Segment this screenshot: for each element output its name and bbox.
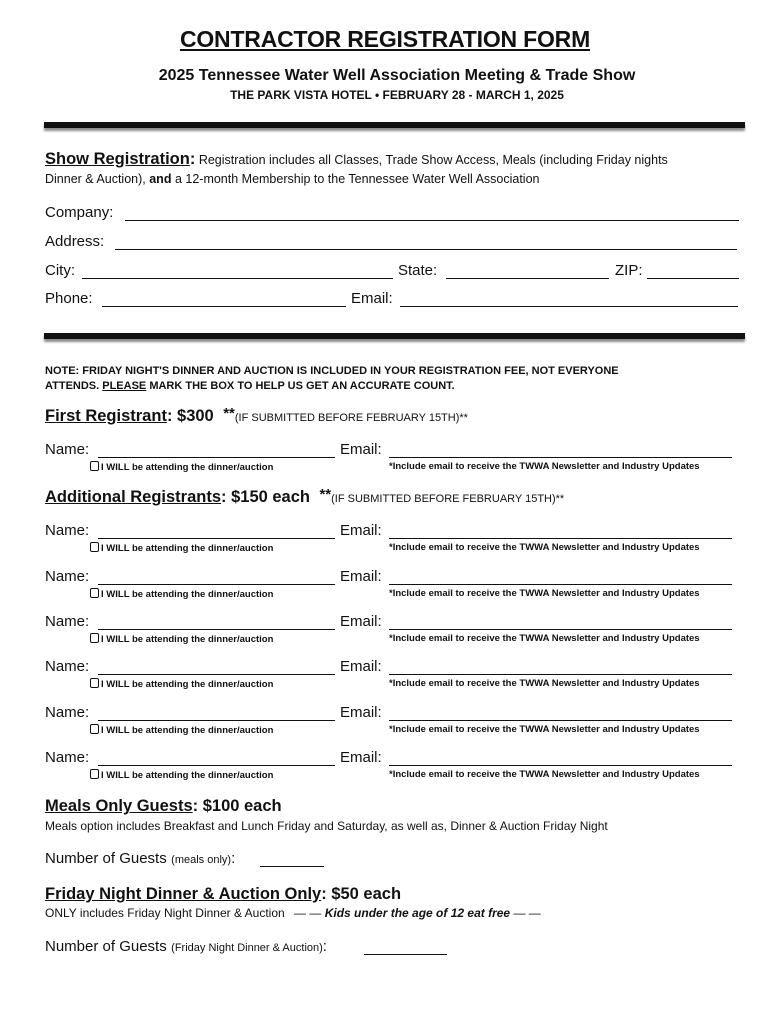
- registrant-email-label: Email:: [340, 658, 382, 675]
- first-registrant-heading: First Registrant: [45, 407, 167, 425]
- friday-only-desc: ONLY includes Friday Night Dinner & Auction: [45, 906, 285, 920]
- contact-email-field[interactable]: [400, 306, 738, 307]
- contact-email-label: Email:: [351, 290, 393, 307]
- show-registration-desc-3: a 12-month Membership to the Tennessee Water Well Association: [174, 172, 540, 186]
- registrant-email-field[interactable]: [389, 765, 732, 766]
- dinner-checkbox[interactable]: [90, 678, 99, 688]
- company-label: Company:: [45, 204, 114, 221]
- registrant-name-label: Name:: [45, 704, 90, 721]
- state-label: State:: [398, 262, 438, 279]
- state-field[interactable]: [446, 278, 609, 279]
- email-newsletter-note: *Include email to receive the TWWA Newsletter and Industry Updates: [389, 678, 700, 689]
- registrant-name-field[interactable]: [98, 629, 335, 630]
- dinner-checkbox-row[interactable]: [90, 633, 273, 645]
- additional-registrants-deadline: (IF SUBMITTED BEFORE FEBRUARY 15TH)**: [331, 493, 565, 505]
- dinner-checkbox-label: I WILL be attending the dinner/auction: [101, 589, 274, 600]
- additional-registrants-price: : $150 each: [221, 488, 310, 506]
- event-subtitle: 2025 Tennessee Water Well Association Meeting & Trade Show: [158, 67, 636, 84]
- first-registrant-deadline: (IF SUBMITTED BEFORE FEBRUARY 15TH)**: [234, 412, 468, 424]
- dinner-checkbox[interactable]: [90, 461, 99, 471]
- meals-only-desc: Meals option includes Breakfast and Lunch Friday and Saturday, as well as, Dinner & Auction Friday Night: [45, 819, 608, 833]
- dinner-checkbox-row[interactable]: [90, 461, 273, 473]
- friday-guests-row: [45, 938, 327, 956]
- registrant-name-field[interactable]: [98, 720, 335, 721]
- dinner-checkbox-row[interactable]: [90, 678, 273, 690]
- show-registration-colon: :: [189, 150, 196, 168]
- friday-only-desc-row: [45, 904, 541, 923]
- show-registration-desc-2: Dinner & Auction),: [45, 172, 146, 186]
- dinner-note-line-2a: ATTENDS.: [45, 380, 100, 392]
- additional-registrants-stars: **: [319, 486, 332, 503]
- friday-guests-field[interactable]: [364, 954, 447, 955]
- registrant-email-label: Email:: [340, 749, 382, 766]
- first-registrant-stars: **: [223, 405, 235, 422]
- address-field[interactable]: [115, 249, 737, 250]
- additional-registrants-heading-row: [45, 486, 564, 507]
- dinner-note-line-1: NOTE: FRIDAY NIGHT'S DINNER AND AUCTION IS INCLUDED IN YOUR REGISTRATION FEE, NOT EVERYONE: [45, 365, 619, 377]
- registrant-name-label: Name:: [45, 441, 90, 458]
- phone-field[interactable]: [102, 306, 346, 307]
- meals-guests-row: [45, 850, 235, 868]
- registrant-email-label: Email:: [340, 613, 382, 630]
- show-registration-desc-1: Registration includes all Classes, Trade Show Access, Meals (including Friday nights: [198, 153, 668, 167]
- dinner-checkbox-label: I WILL be attending the dinner/auction: [101, 462, 274, 473]
- email-newsletter-note: *Include email to receive the TWWA Newsletter and Industry Updates: [389, 724, 700, 735]
- registrant-email-field[interactable]: [389, 584, 732, 585]
- friday-only-dash-2: — —: [513, 906, 541, 920]
- friday-guests-label: Number of Guests: [45, 938, 167, 955]
- additional-registrants-heading: Additional Registrants: [45, 488, 222, 506]
- first-registrant-price: : $300: [166, 407, 214, 425]
- dinner-checkbox-label: I WILL be attending the dinner/auction: [101, 679, 274, 690]
- dinner-checkbox[interactable]: [90, 542, 99, 552]
- show-registration-and: and: [149, 172, 172, 186]
- dinner-checkbox-row[interactable]: [90, 588, 273, 600]
- phone-label: Phone:: [45, 290, 93, 307]
- divider-bar-top: [44, 122, 745, 128]
- registrant-name-field[interactable]: [98, 674, 335, 675]
- registrant-email-field[interactable]: [389, 457, 732, 458]
- venue-dates: THE PARK VISTA HOTEL • FEBRUARY 28 - MARCH 1, 2025: [230, 88, 564, 102]
- divider-bar-middle: [44, 333, 745, 339]
- dinner-checkbox[interactable]: [90, 588, 99, 598]
- email-newsletter-note: *Include email to receive the TWWA Newsletter and Industry Updates: [389, 588, 700, 599]
- friday-only-heading-row: [45, 885, 401, 904]
- email-newsletter-note: *Include email to receive the TWWA Newsletter and Industry Updates: [389, 461, 700, 472]
- registrant-name-field[interactable]: [98, 584, 335, 585]
- dinner-checkbox-row[interactable]: [90, 542, 273, 554]
- meals-only-price: : $100 each: [192, 797, 282, 815]
- show-registration-heading: Show Registration: [45, 150, 190, 168]
- dinner-checkbox-row[interactable]: [90, 769, 273, 781]
- email-newsletter-note: *Include email to receive the TWWA Newsletter and Industry Updates: [389, 769, 700, 780]
- dinner-checkbox-label: I WILL be attending the dinner/auction: [101, 543, 274, 554]
- dinner-checkbox-row[interactable]: [90, 724, 273, 736]
- friday-guests-qualifier: (Friday Night Dinner & Auction): [171, 942, 323, 954]
- dinner-checkbox[interactable]: [90, 633, 99, 643]
- registrant-name-field[interactable]: [98, 538, 335, 539]
- city-label: City:: [45, 262, 75, 279]
- meals-guests-field[interactable]: [260, 866, 324, 867]
- registrant-name-label: Name:: [45, 749, 90, 766]
- friday-guests-colon: :: [322, 938, 327, 955]
- dinner-checkbox-label: I WILL be attending the dinner/auction: [101, 725, 274, 736]
- friday-only-price: : $50 each: [321, 885, 402, 903]
- registrant-email-field[interactable]: [389, 720, 732, 721]
- meals-guests-colon: :: [231, 850, 236, 867]
- registrant-email-field[interactable]: [389, 674, 732, 675]
- dinner-checkbox-label: I WILL be attending the dinner/auction: [101, 770, 274, 781]
- meals-only-heading: Meals Only Guests: [45, 797, 193, 815]
- dinner-checkbox[interactable]: [90, 724, 99, 734]
- email-newsletter-note: *Include email to receive the TWWA Newsletter and Industry Updates: [389, 633, 700, 644]
- registrant-email-label: Email:: [340, 568, 382, 585]
- dinner-note-please: PLEASE: [102, 380, 147, 392]
- registrant-name-label: Name:: [45, 568, 90, 585]
- address-label: Address:: [45, 233, 105, 250]
- registrant-name-label: Name:: [45, 522, 90, 539]
- registrant-name-field[interactable]: [98, 457, 335, 458]
- registrant-email-label: Email:: [340, 441, 382, 458]
- dinner-note-line-2b: MARK THE BOX TO HELP US GET AN ACCURATE COUNT.: [149, 380, 455, 392]
- form-title: CONTRACTOR REGISTRATION FORM: [179, 26, 591, 52]
- company-field[interactable]: [125, 220, 739, 221]
- zip-label: ZIP:: [615, 262, 643, 279]
- email-newsletter-note: *Include email to receive the TWWA Newsletter and Industry Updates: [389, 542, 700, 553]
- registrant-email-field[interactable]: [389, 538, 732, 539]
- registrant-email-label: Email:: [340, 522, 382, 539]
- zip-field[interactable]: [647, 278, 739, 279]
- meals-guests-qualifier: (meals only): [171, 854, 232, 866]
- registrant-email-label: Email:: [340, 704, 382, 721]
- first-registrant-heading-row: [45, 405, 468, 426]
- dinner-checkbox-label: I WILL be attending the dinner/auction: [101, 634, 274, 645]
- registrant-name-field[interactable]: [98, 765, 335, 766]
- kids-eat-free: Kids under the age of 12 eat free: [324, 906, 511, 920]
- show-registration-block: [45, 150, 668, 189]
- city-field[interactable]: [82, 278, 393, 279]
- registrant-name-label: Name:: [45, 613, 90, 630]
- dinner-note: [45, 364, 619, 394]
- registrant-name-label: Name:: [45, 658, 90, 675]
- friday-only-dash-1: — —: [294, 906, 322, 920]
- dinner-checkbox[interactable]: [90, 769, 99, 779]
- registrant-email-field[interactable]: [389, 629, 732, 630]
- friday-only-heading: Friday Night Dinner & Auction Only: [45, 885, 322, 903]
- meals-guests-label: Number of Guests: [45, 850, 167, 867]
- meals-only-heading-row: [45, 797, 282, 816]
